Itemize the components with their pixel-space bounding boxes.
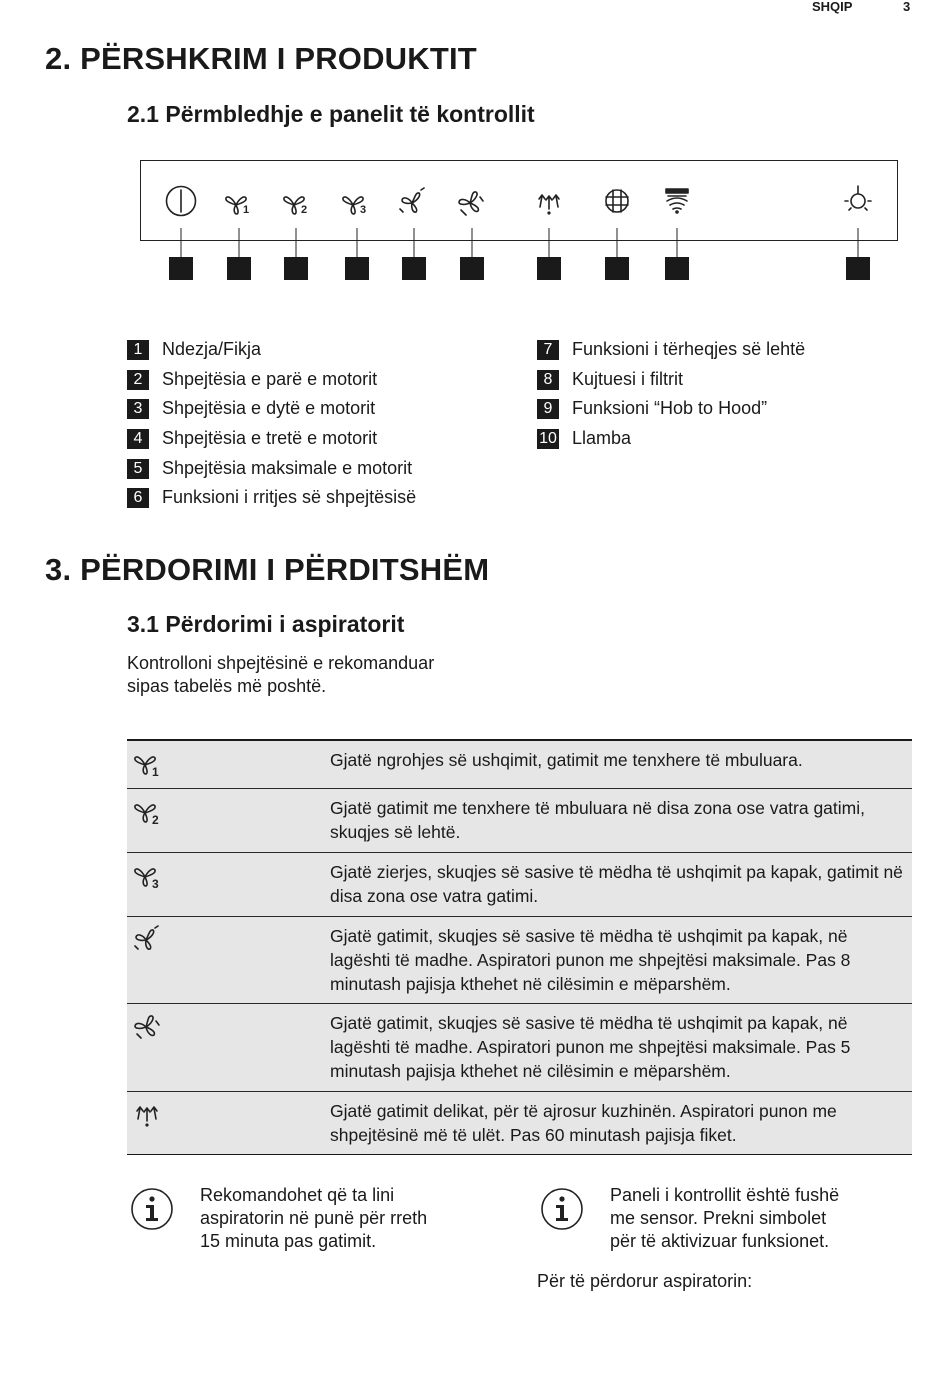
note-right-line: me sensor. Prekni simbolet [610, 1208, 827, 1228]
intro-line-1: Kontrolloni shpejtësinë e rekomanduar [127, 653, 435, 673]
table-row-description: Gjatë zierjes, skuqjes së sasive të mëdha të ushqimit pa kapak, gatimit në disa zona ose vatra gatimi. [330, 862, 903, 906]
section-2-title: 2. PËRSHKRIM I PRODUKTIT [45, 41, 477, 76]
fan-speed-3-icon [131, 861, 165, 891]
svg-text:3: 3 [360, 204, 367, 216]
legend-number: 5 [127, 459, 149, 479]
section-3-title: 3. PËRDORIMI I PËRDITSHËM [45, 552, 490, 587]
legend-number: 7 [537, 340, 559, 360]
table-row-description: Gjatë gatimit, skuqjes së sasive të mëdha të ushqimit pa kapak, në lagështi të madhe. Aspiratori punon me shpejtësi maksimale. Pas 8 minutash pajisja kthehet në cilësimin e mëparshëm. [330, 926, 851, 994]
note-left-line: Rekomandohet që ta lini [200, 1185, 395, 1205]
control-panel-callouts [0, 0, 950, 300]
fan-boost-icon [459, 192, 483, 215]
legend-text: Kujtuesi i filtrit [572, 369, 684, 389]
legend-number: 4 [127, 429, 149, 449]
table-row-description: Gjatë gatimit, skuqjes së sasive të mëdha të ushqimit pa kapak, në lagështi të madhe. Aspiratori punon me shpejtësi maksimale. Pas 5 minutash pajisja kthehet në cilësimin e mëparshëm. [330, 1013, 851, 1081]
fan-boost-icon [131, 1012, 165, 1042]
fan-speed-2-icon [131, 797, 165, 827]
breeze-icon [539, 195, 559, 214]
legend-text: Funksioni i tërheqjes së lehtë [572, 339, 806, 359]
section-2-1-title: 2.1 Përmbledhje e panelit të kontrollit [127, 101, 535, 127]
info-icon [130, 1187, 174, 1231]
intro-line-2: sipas tabelës më poshtë. [127, 676, 327, 696]
svg-text:1: 1 [152, 765, 159, 779]
info-icon [540, 1187, 584, 1231]
closing-text: Për të përdorur aspiratorin: [537, 1271, 753, 1291]
table-row-description: Gjatë gatimit me tenxhere të mbuluara në disa zona ose vatra gatimi, skuqjes së lehtë. [330, 798, 865, 842]
page-number: 3 [903, 0, 911, 14]
legend-text: Shpejtësia e tretë e motorit [162, 428, 378, 448]
lamp-icon [845, 186, 871, 210]
note-left [200, 1184, 427, 1253]
legend-text: Shpejtësia maksimale e motorit [162, 458, 413, 478]
svg-text:2: 2 [152, 813, 159, 827]
fan-max-speed-icon [400, 188, 424, 212]
note-left-line: aspiratorin në punë për rreth [200, 1208, 428, 1228]
legend-number: 3 [127, 399, 149, 419]
legend-number: 1 [127, 340, 149, 360]
speed-table [127, 739, 912, 1155]
table-row [127, 853, 912, 917]
table-row [127, 1092, 912, 1155]
table-row [127, 917, 912, 1004]
section-3-1-title: 3.1 Përdorimi i aspiratorit [127, 611, 405, 637]
power-icon [167, 187, 196, 216]
filter-reminder-icon [606, 190, 628, 212]
legend-text: Llamba [572, 428, 632, 448]
note-right-line: Paneli i kontrollit është fushë [610, 1185, 840, 1205]
svg-text:1: 1 [243, 204, 250, 216]
note-right [610, 1184, 839, 1253]
breeze-icon [131, 1100, 165, 1130]
hob-to-hood-icon [666, 189, 688, 213]
table-row-description: Gjatë gatimit delikat, për të ajrosur kuzhinën. Aspiratori punon me shpejtësinë më të ulët. Pas 60 minutash pajisja fiket. [330, 1101, 837, 1145]
note-right-line: për të aktivizuar funksionet. [610, 1231, 830, 1251]
table-row [127, 1004, 912, 1092]
table-row [127, 789, 912, 853]
note-left-line: 15 minuta pas gatimit. [200, 1231, 377, 1251]
legend-text: Shpejtësia e parë e motorit [162, 369, 378, 389]
table-row [127, 741, 912, 789]
legend-number: 10 [537, 429, 559, 449]
legend-number: 9 [537, 399, 559, 419]
legend-text: Funksioni i rritjes së shpejtësisë [162, 487, 417, 507]
header-language: SHQIP [812, 0, 853, 14]
fan-speed-1-icon [131, 749, 165, 779]
legend-number: 8 [537, 370, 559, 390]
svg-text:3: 3 [152, 877, 159, 891]
legend-number: 6 [127, 488, 149, 508]
svg-text:2: 2 [301, 204, 308, 216]
legend-number: 2 [127, 370, 149, 390]
table-row-description: Gjatë ngrohjes së ushqimit, gatimit me tenxhere të mbuluara. [330, 750, 803, 770]
legend-text: Funksioni “Hob to Hood” [572, 398, 768, 418]
legend-text: Shpejtësia e dytë e motorit [162, 398, 376, 418]
fan-max-speed-icon [131, 925, 165, 955]
legend-text: Ndezja/Fikja [162, 339, 262, 359]
